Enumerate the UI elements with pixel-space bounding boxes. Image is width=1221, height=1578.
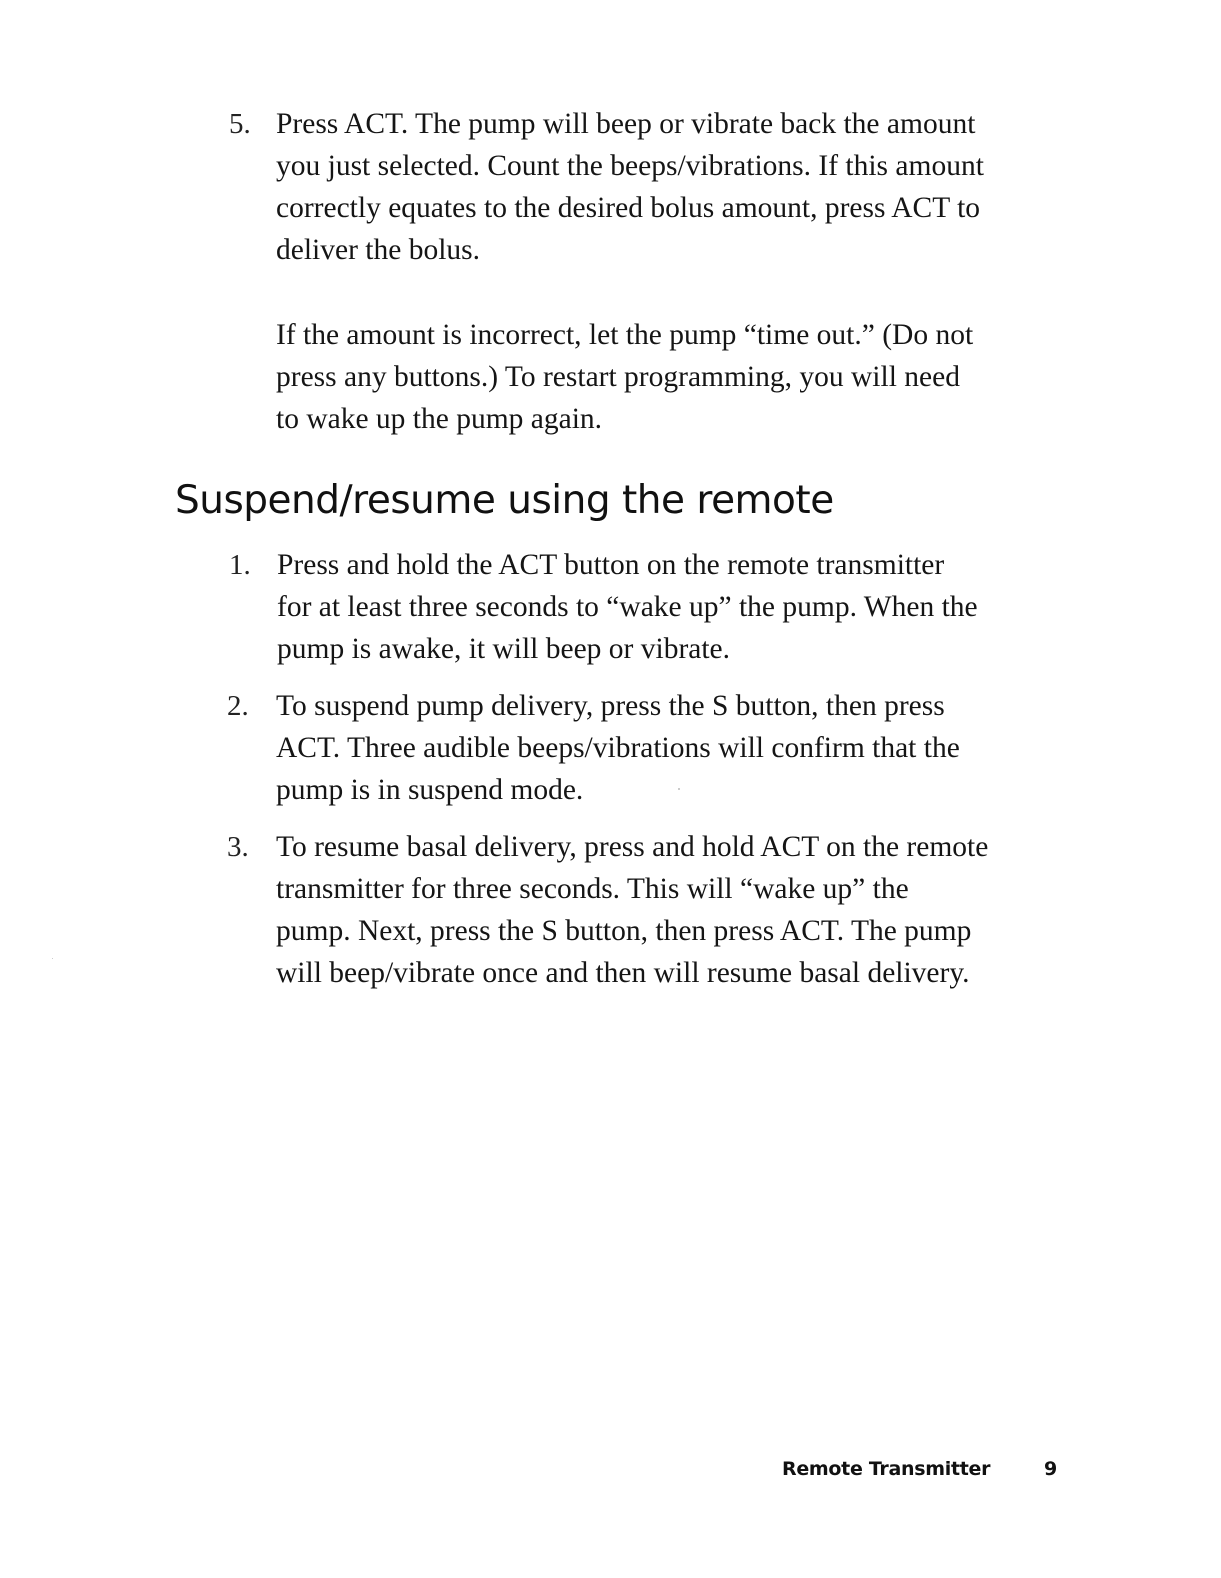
step-number: 3.	[227, 831, 249, 863]
step-text	[276, 826, 988, 994]
text-line: press any buttons.) To restart programming, you will need	[276, 361, 960, 393]
step-number: 1.	[229, 549, 251, 581]
step-followup-text	[276, 314, 973, 440]
page-number: 9	[1044, 1458, 1058, 1480]
text-line: To suspend pump delivery, press the S button, then press	[276, 690, 945, 722]
scan-speck	[678, 788, 680, 790]
text-line: correctly equates to the desired bolus amount, press ACT to	[276, 192, 981, 224]
step-text	[276, 103, 984, 271]
text-line: to wake up the pump again.	[276, 403, 603, 435]
text-line: Press and hold the ACT button on the remote transmitter	[277, 549, 945, 581]
text-line: ACT. Three audible beeps/vibrations will confirm that the	[276, 732, 960, 764]
text-line: will beep/vibrate once and then will resume basal delivery.	[276, 957, 970, 989]
text-line: for at least three seconds to “wake up” the pump. When the	[277, 591, 978, 623]
text-line: If the amount is incorrect, let the pump “time out.” (Do not	[276, 319, 974, 351]
step-number: 2.	[227, 690, 249, 722]
step-number: 5.	[229, 108, 251, 140]
text-line: deliver the bolus.	[276, 234, 480, 266]
text-line: pump is awake, it will beep or vibrate.	[277, 633, 731, 665]
text-line: To resume basal delivery, press and hold ACT on the remote	[276, 831, 989, 863]
text-line: transmitter for three seconds. This will “wake up” the	[276, 873, 909, 905]
section-heading: Suspend/resume using the remote	[175, 478, 834, 523]
scan-speck	[52, 958, 53, 959]
text-line: you just selected. Count the beeps/vibrations. If this amount	[276, 150, 984, 182]
footer-title: Remote Transmitter	[782, 1458, 991, 1480]
text-line: pump. Next, press the S button, then press ACT. The pump	[276, 915, 972, 947]
text-line: Press ACT. The pump will beep or vibrate back the amount	[276, 108, 976, 140]
step-text	[277, 544, 978, 670]
text-line: pump is in suspend mode.	[276, 774, 584, 806]
step-text	[276, 685, 960, 811]
